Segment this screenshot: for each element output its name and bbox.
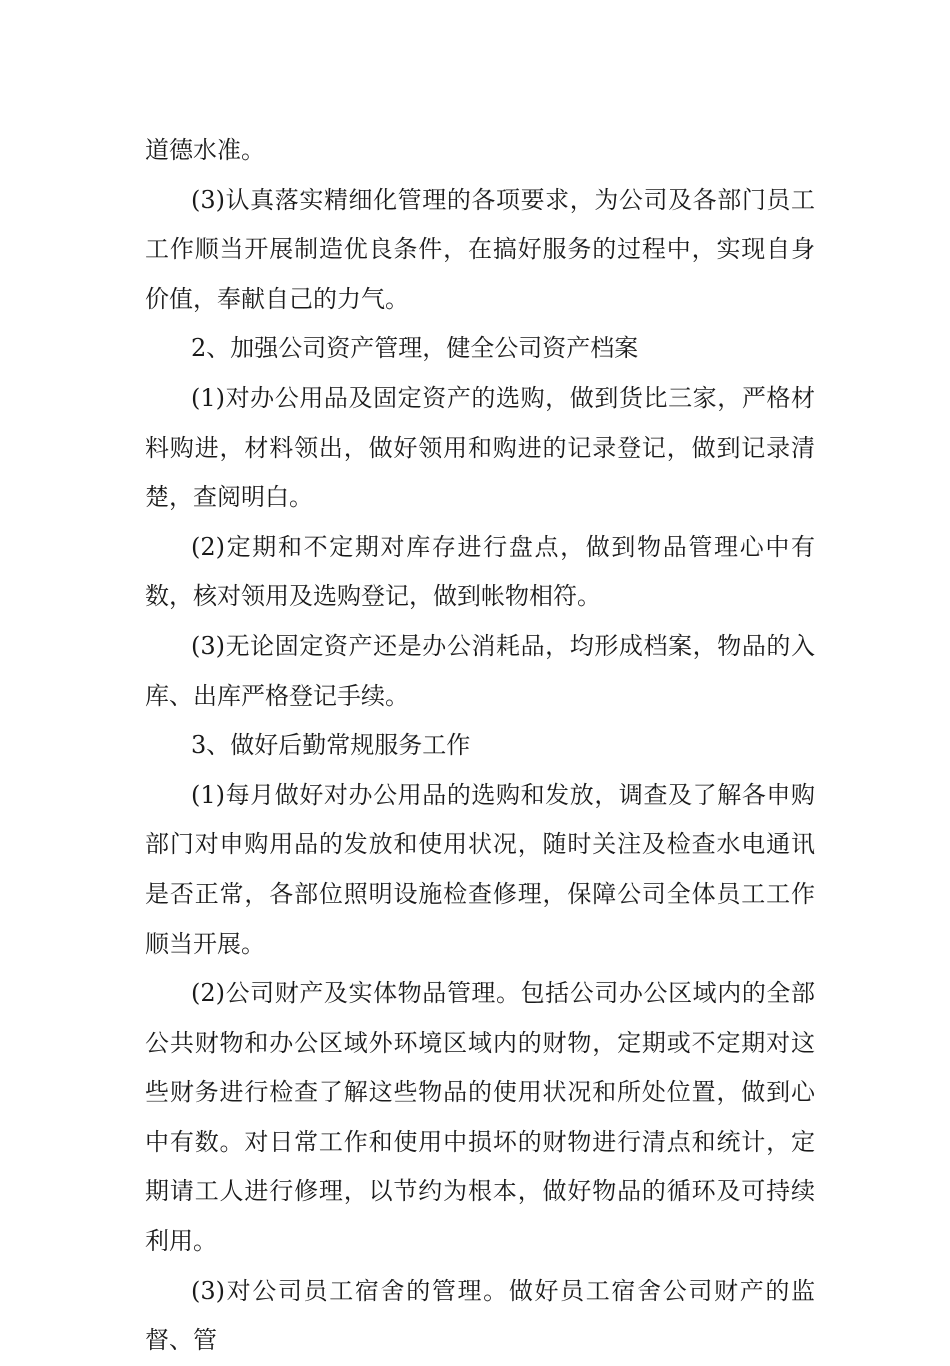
paragraph-item-3c: (3)对公司员工宿舍的管理。做好员工宿舍公司财产的监督、管: [145, 1276, 815, 1355]
body-text: [145, 126, 815, 1366]
section-heading-3: 3、做好后勤常规服务工作: [191, 731, 471, 760]
paragraph-item-3b: (3)无论固定资产还是办公消耗品，均形成档案，物品的入库、出库严格登记手续。: [145, 631, 815, 710]
paragraph-item-2b: (2)公司财产及实体物品管理。包括公司办公区域内的全部公共财物和办公区域外环境区域内的财物，定期或不定期对这些财务进行检查了解这些物品的使用状况和所处位置，做到心中有数。对日常工作和使用中损坏的财物进行清点和统计，定期请工人进行修理，以节约为根本，做好物品的循环及可持续利用。: [145, 979, 815, 1256]
paragraph-item-3a: (3)认真落实精细化管理的各项要求，为公司及各部门员工工作顺当开展制造优良条件，在搞好服务的过程中，实现自身价值，奉献自己的力气。: [145, 185, 815, 313]
section-heading-2: 2、加强公司资产管理，健全公司资产档案: [191, 334, 639, 363]
paragraph-item-1a: (1)对办公用品及固定资产的选购，做到货比三家，严格材料购进，材料领出，做好领用和购进的记录登记，做到记录清楚，查阅明白。: [145, 383, 815, 512]
paragraph-continuation: 道德水准。: [145, 136, 265, 164]
paragraph-item-2a: (2)定期和不定期对库存进行盘点，做到物品管理心中有数，核对领用及选购登记，做到帐物相符。: [145, 532, 815, 611]
paragraph-item-1b: (1)每月做好对办公用品的选购和发放，调查及了解各申购部门对申购用品的发放和使用状况，随时关注及检查水电通讯是否正常，各部位照明设施检查修理，保障公司全体员工工作顺当开展。: [145, 780, 815, 958]
